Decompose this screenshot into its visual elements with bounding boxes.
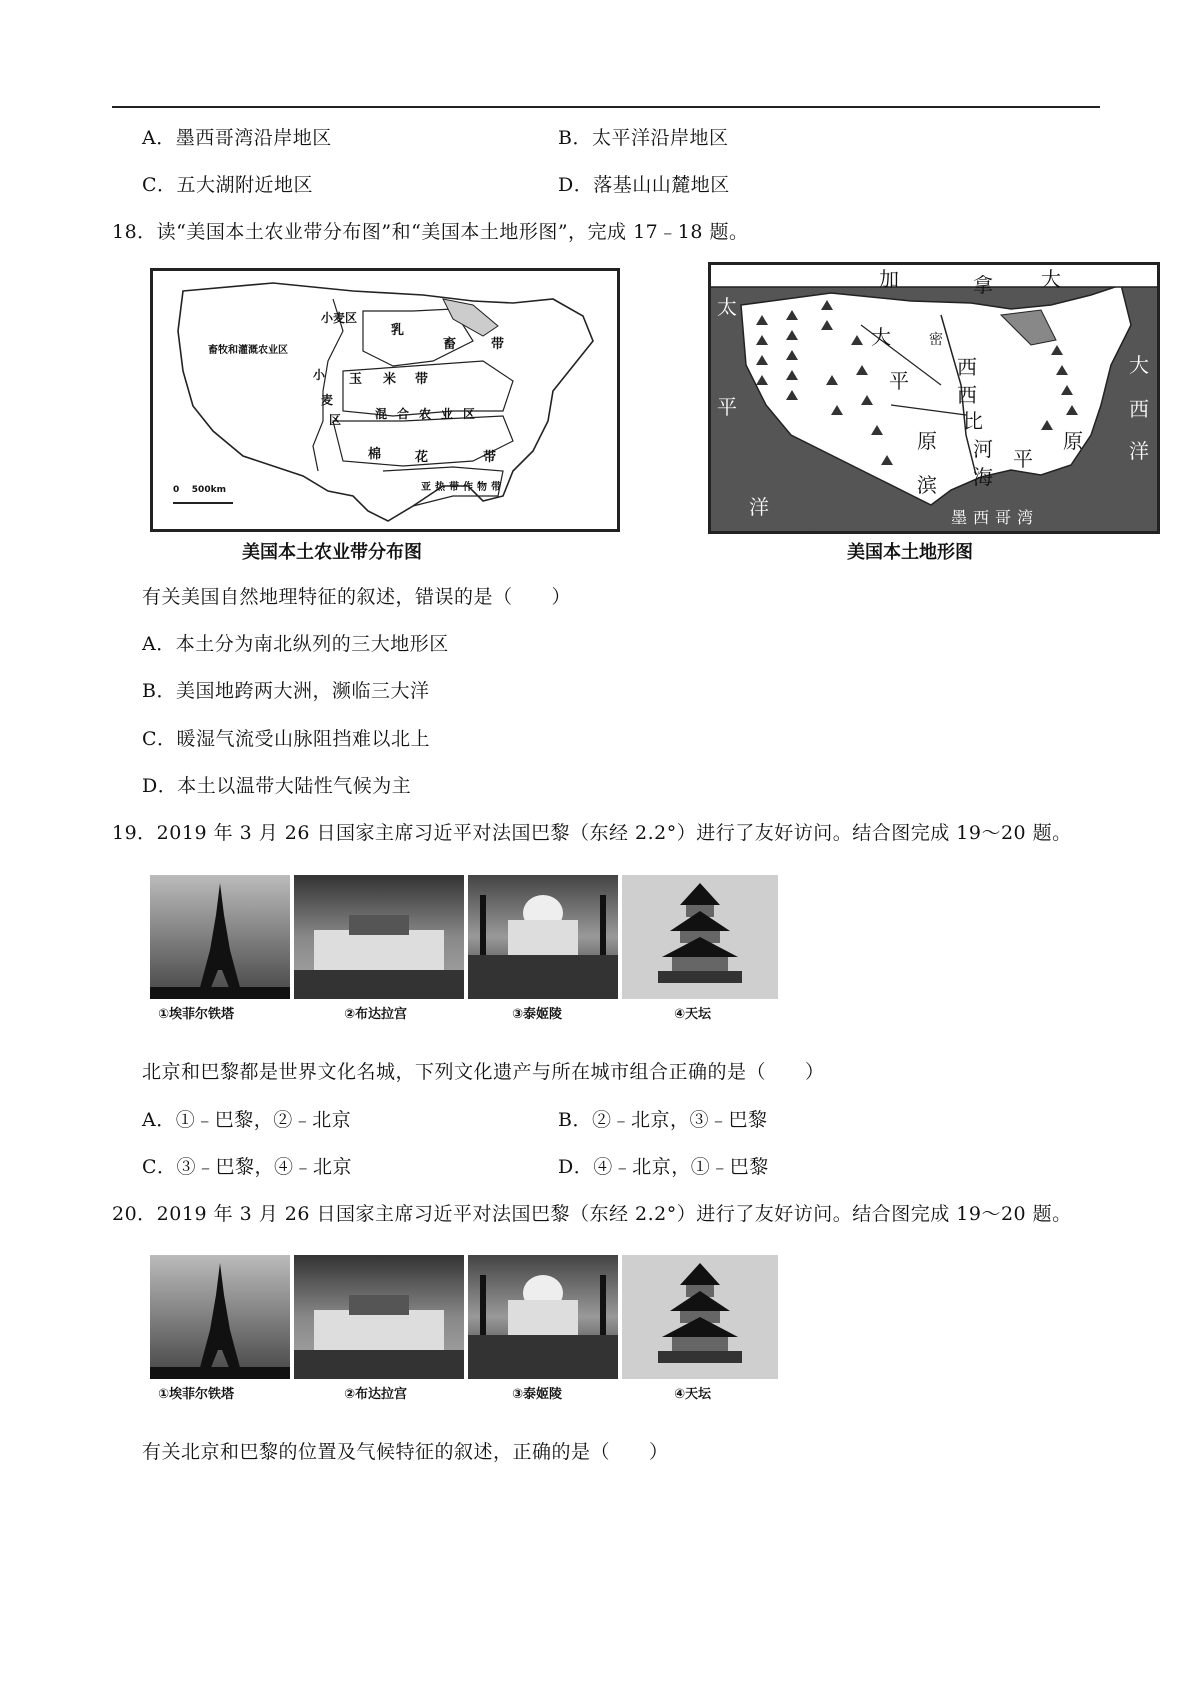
photo-potala-palace-2 — [294, 1255, 464, 1379]
q19-option-d[interactable]: D．④﹣北京，①﹣巴黎 — [558, 1156, 769, 1178]
label-plain-2: 平 — [889, 369, 909, 393]
q18-option-a[interactable]: A．本土分为南北纵列的三大地形区 — [142, 633, 449, 655]
q18-option-d[interactable]: D．本土以温带大陆性气候为主 — [142, 775, 412, 797]
q20-question: 有关北京和巴黎的位置及气候特征的叙述，正确的是（ ） — [142, 1441, 669, 1463]
q18-stem: 18．读“美国本土农业带分布图”和“美国本土地形图”，完成 17﹣18 题。 — [112, 221, 749, 243]
q17-option-d[interactable]: D．落基山山麓地区 — [558, 174, 730, 196]
eiffel-tower-icon — [150, 875, 290, 999]
label-dairy-2: 畜 — [443, 337, 457, 352]
photo-caption-4-q20: ④天坛 — [674, 1387, 712, 1402]
photo-caption-1-q20: ①埃菲尔铁塔 — [158, 1387, 235, 1402]
label-cotton-1: 棉 — [368, 447, 382, 462]
q18-option-b[interactable]: B．美国地跨两大洲，濒临三大洋 — [142, 680, 430, 702]
agriculture-map-caption: 美国本土农业带分布图 — [242, 542, 422, 563]
potala-palace-icon-2 — [294, 1255, 464, 1379]
label-canada-2: 拿 — [973, 273, 993, 297]
q19-question: 北京和巴黎都是世界文化名城，下列文化遗产与所在城市组合正确的是（ ） — [142, 1061, 825, 1083]
label-miss-5: 河 — [973, 437, 993, 461]
label-wheat2-b: 麦 — [321, 393, 334, 407]
photo-temple-of-heaven — [622, 875, 778, 999]
q18-question: 有关美国自然地理特征的叙述，错误的是（ ） — [142, 586, 572, 608]
taj-mahal-icon-2 — [468, 1255, 618, 1379]
label-gulf: 墨西哥湾 — [951, 508, 1040, 527]
label-corn-3: 带 — [415, 372, 429, 387]
label-atlantic-1: 大 — [1129, 353, 1149, 377]
photo-caption-2-q20: ②布达拉宫 — [344, 1387, 408, 1402]
label-plain-3: 原 — [917, 429, 937, 453]
q20-stem: 20．2019 年 3 月 26 日国家主席习近平对法国巴黎（东经 2.2°）进行了友好访问。结合图完成 19～20 题。 — [112, 1203, 1072, 1225]
label-corn-2: 米 — [383, 372, 397, 387]
label-coast-3: 平 — [1013, 447, 1033, 471]
label-pacific-3: 洋 — [749, 495, 769, 519]
label-corn-1: 玉 — [349, 372, 363, 387]
potala-palace-icon — [294, 875, 464, 999]
label-canada-3: 大 — [1041, 267, 1061, 291]
photo-eiffel-tower — [150, 875, 290, 999]
temple-of-heaven-icon-2 — [622, 1255, 778, 1379]
photo-caption-1: ①埃菲尔铁塔 — [158, 1007, 235, 1022]
label-plain-1: 大 — [871, 325, 891, 349]
label-miss-1: 密 — [929, 332, 943, 348]
label-mixed: 混合农业区 — [375, 407, 486, 421]
photo-potala-palace — [294, 875, 464, 999]
label-wheat2-a: 小 — [313, 368, 326, 382]
label-atlantic-3: 洋 — [1129, 439, 1149, 463]
photo-eiffel-tower-2 — [150, 1255, 290, 1379]
q19-option-a[interactable]: A．①﹣巴黎，②﹣北京 — [142, 1109, 352, 1131]
photo-caption-3-q20: ③泰姬陵 — [512, 1387, 563, 1402]
label-subtropical: 亚热带作物带 — [421, 482, 505, 493]
agriculture-belt-map — [150, 268, 620, 532]
photo-caption-2: ②布达拉宫 — [344, 1007, 408, 1022]
taj-mahal-icon — [468, 875, 618, 999]
photo-caption-3: ③泰姬陵 — [512, 1007, 563, 1022]
label-miss-3: 西 — [957, 383, 977, 407]
temple-of-heaven-icon — [622, 875, 778, 999]
photo-caption-4: ④天坛 — [674, 1007, 712, 1022]
label-pacific-1: 太 — [717, 295, 737, 319]
q19-stem: 19．2019 年 3 月 26 日国家主席习近平对法国巴黎（东经 2.2°）进行了友好访问。结合图完成 19～20 题。 — [112, 822, 1072, 844]
q19-option-c[interactable]: C．③﹣巴黎，④﹣北京 — [142, 1156, 353, 1178]
label-wheat-small: 小麦区 — [321, 311, 358, 325]
label-coast-1: 滨 — [917, 473, 937, 497]
label-atlantic-2: 西 — [1129, 397, 1149, 421]
q17-option-a[interactable]: A．墨西哥湾沿岸地区 — [142, 127, 332, 149]
label-miss-4: 比 — [963, 409, 983, 433]
q17-option-b[interactable]: B．太平洋沿岸地区 — [558, 127, 729, 149]
label-wheat2-c: 区 — [329, 413, 342, 427]
q19-option-b[interactable]: B．②﹣北京，③﹣巴黎 — [558, 1109, 768, 1131]
photo-temple-of-heaven-2 — [622, 1255, 778, 1379]
terrain-map — [708, 262, 1160, 534]
photo-taj-mahal — [468, 875, 618, 999]
label-miss-2: 西 — [957, 355, 977, 379]
eiffel-tower-icon-2 — [150, 1255, 290, 1379]
label-coast-2: 海 — [973, 465, 993, 489]
label-pacific-2: 平 — [717, 395, 737, 419]
scale-label: 0 500km — [173, 485, 226, 495]
header-rule — [112, 106, 1100, 108]
label-cotton-3: 带 — [483, 450, 497, 465]
photo-taj-mahal-2 — [468, 1255, 618, 1379]
label-cotton-2: 花 — [415, 450, 429, 465]
q17-option-c[interactable]: C．五大湖附近地区 — [142, 174, 314, 196]
terrain-map-caption: 美国本土地形图 — [847, 542, 973, 563]
label-ranching: 畜牧和灌溉农业区 — [208, 345, 288, 356]
label-canada-1: 加 — [879, 267, 899, 291]
label-dairy-3: 带 — [491, 337, 505, 352]
label-coast-4: 原 — [1063, 429, 1083, 453]
q18-option-c[interactable]: C．暖湿气流受山脉阻挡难以北上 — [142, 728, 431, 750]
label-dairy-1: 乳 — [391, 323, 405, 338]
